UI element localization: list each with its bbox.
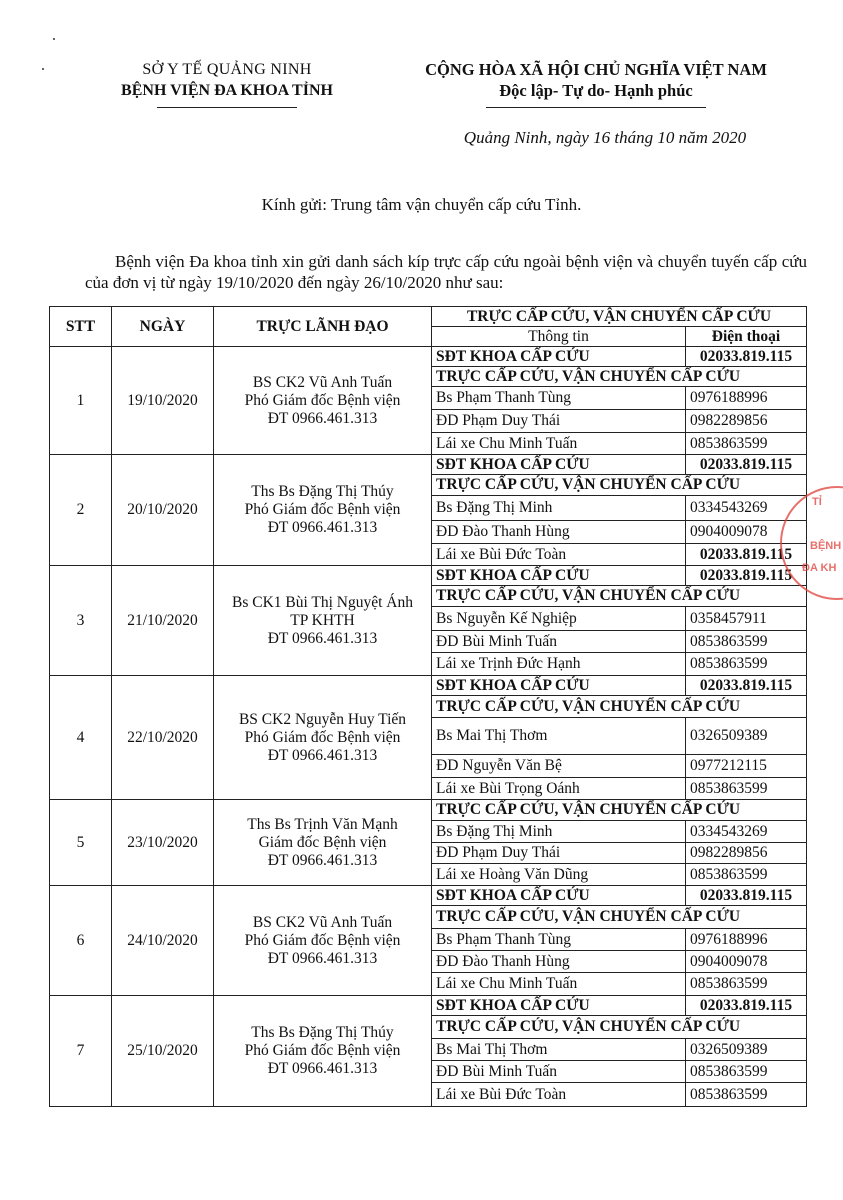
staff-phone: 0982289856 [686, 843, 807, 864]
leader-line: Ths Bs Đặng Thị Thúy [251, 483, 394, 500]
header-phone: Điện thoại [686, 327, 807, 347]
leader-line: Ths Bs Trịnh Văn Mạnh [247, 815, 398, 833]
leader-line: ĐT 0966.461.313 [267, 851, 378, 869]
header-stt: STT [50, 307, 112, 347]
hotline-label: SĐT KHOA CẤP CỨU [432, 886, 686, 906]
intro-paragraph: Bệnh viện Đa khoa tỉnh xin gửi danh sách kíp trực cấp cứu ngoài bệnh viện và chuyển tuyến cấp cứu của đơn vị từ ngày 19/10/2020 đến ngày 26/10/2020 như sau: [85, 252, 807, 292]
leader-line: BS CK2 Nguyễn Huy Tiến [238, 710, 407, 728]
staff-name: ĐD Nguyễn Văn Bệ [432, 755, 686, 778]
row-date: 19/10/2020 [112, 347, 214, 455]
leader-line: BS CK2 Vũ Anh Tuấn [252, 373, 393, 391]
staff-name: Bs Phạm Thanh Tùng [432, 929, 686, 951]
staff-phone: 0904009078 [686, 521, 807, 544]
schedule-body [50, 347, 807, 1107]
leader-line: Bs CK1 Bùi Thị Nguyệt Ánh [232, 593, 413, 611]
hotline-label: SĐT KHOA CẤP CỨU [432, 347, 686, 367]
staff-phone: 0334543269 [686, 821, 807, 843]
org-underline [157, 107, 297, 108]
national-motto: Độc lập- Tự do- Hạnh phúc [499, 81, 693, 100]
leader-line: ĐT 0966.461.313 [267, 409, 378, 427]
table-row [50, 566, 807, 586]
leader-line: BS CK2 Vũ Anh Tuấn [252, 913, 393, 931]
table-row [50, 676, 807, 696]
staff-phone: 0904009078 [686, 951, 807, 973]
duty-subheading: TRỰC CẤP CỨU, VẬN CHUYỂN CẤP CỨU [432, 1016, 807, 1039]
hotline-label: SĐT KHOA CẤP CỨU [432, 996, 686, 1016]
staff-phone: 0358457911 [686, 607, 807, 631]
leader-line: Ths Bs Đặng Thị Thúy [251, 1024, 394, 1041]
staff-phone: 0853863599 [686, 864, 807, 886]
leader-line: Giám đốc Bệnh viện [258, 833, 387, 851]
leader-cell [214, 800, 432, 886]
staff-name: Lái xe Bùi Trọng Oánh [432, 778, 686, 800]
hotline-number: 02033.819.115 [686, 455, 807, 475]
staff-name: Lái xe Chu Minh Tuấn [432, 973, 686, 996]
staff-name: Bs Đặng Thị Minh [432, 821, 686, 843]
row-number: 4 [50, 676, 112, 800]
hotline-number: 02033.819.115 [686, 886, 807, 906]
leader-line: TP KHTH [290, 611, 355, 629]
staff-phone: 0853863599 [686, 653, 807, 676]
leader-line: Phó Giám đốc Bệnh viện [244, 501, 401, 518]
table-row [50, 886, 807, 906]
duty-subheading: TRỰC CẤP CỨU, VẬN CHUYỂN CẤP CỨU [432, 367, 807, 387]
leader-cell [214, 455, 432, 566]
staff-phone: 0326509389 [686, 718, 807, 755]
issuing-organization [92, 60, 362, 108]
table-row [50, 996, 807, 1016]
recipient-line: Kính gửi: Trung tâm vận chuyển cấp cứu Tỉnh. [261, 195, 582, 214]
hotline-number: 02033.819.115 [686, 347, 807, 367]
leader-line: Phó Giám đốc Bệnh viện [244, 391, 401, 409]
hotline-number: 02033.819.115 [686, 996, 807, 1016]
seal-text: BỆNH [810, 540, 842, 552]
row-number: 7 [50, 996, 112, 1107]
hotline-label: SĐT KHOA CẤP CỨU [432, 566, 686, 586]
staff-name: Lái xe Bùi Đức Toàn [432, 544, 686, 566]
staff-phone: 0853863599 [686, 631, 807, 653]
leader-line: Phó Giám đốc Bệnh viện [244, 1042, 401, 1059]
table-row [50, 347, 807, 367]
table-row [50, 800, 807, 821]
duty-subheading: TRỰC CẤP CỨU, VẬN CHUYỂN CẤP CỨU [432, 696, 807, 718]
leader-line: ĐT 0966.461.313 [267, 746, 378, 764]
leader-cell [214, 347, 432, 455]
staff-phone: 0334543269 [686, 496, 807, 521]
staff-phone: 0853863599 [686, 433, 807, 455]
leader-cell [214, 566, 432, 676]
leader-line: ĐT 0966.461.313 [267, 629, 378, 647]
staff-name: Lái xe Hoàng Văn Dũng [432, 864, 686, 886]
national-heading [376, 60, 816, 108]
row-date: 20/10/2020 [112, 455, 214, 566]
staff-name: ĐD Bùi Minh Tuấn [432, 631, 686, 653]
staff-name: Bs Phạm Thanh Tùng [432, 387, 686, 410]
staff-name: Lái xe Chu Minh Tuấn [432, 433, 686, 455]
staff-name: ĐD Bùi Minh Tuấn [432, 1061, 686, 1083]
staff-phone: 0853863599 [686, 778, 807, 800]
seal-text: ĐA KH [802, 562, 837, 574]
leader-cell [214, 886, 432, 996]
staff-name: ĐD Phạm Duy Thái [432, 843, 686, 864]
staff-name: Bs Mai Thị Thơm [432, 1039, 686, 1061]
staff-phone: 0853863599 [686, 1083, 807, 1107]
staff-name: ĐD Đào Thanh Hùng [432, 521, 686, 544]
hotline-label: SĐT KHOA CẤP CỨU [432, 455, 686, 475]
hospital-name: BỆNH VIỆN ĐA KHOA TỈNH [121, 82, 333, 99]
row-number: 5 [50, 800, 112, 886]
row-date: 24/10/2020 [112, 886, 214, 996]
staff-phone: 0977212115 [686, 755, 807, 778]
hotline-number: 02033.819.115 [686, 566, 807, 586]
row-number: 2 [50, 455, 112, 566]
leader-line: ĐT 0966.461.313 [267, 519, 378, 536]
duty-schedule-table [49, 306, 807, 1107]
leader-line: Phó Giám đốc Bệnh viện [244, 931, 401, 949]
staff-name: Bs Đặng Thị Minh [432, 496, 686, 521]
leader-line: Phó Giám đốc Bệnh viện [244, 728, 401, 746]
duty-subheading: TRỰC CẤP CỨU, VẬN CHUYỂN CẤP CỨU [432, 800, 807, 821]
duty-subheading: TRỰC CẤP CỨU, VẬN CHUYỂN CẤP CỨU [432, 586, 807, 607]
row-date: 22/10/2020 [112, 676, 214, 800]
duty-subheading: TRỰC CẤP CỨU, VẬN CHUYỂN CẤP CỨU [432, 475, 807, 496]
row-date: 21/10/2020 [112, 566, 214, 676]
staff-phone: 0982289856 [686, 410, 807, 433]
staff-phone: 02033.819.115 [686, 544, 807, 566]
hotline-number: 02033.819.115 [686, 676, 807, 696]
duty-subheading: TRỰC CẤP CỨU, VẬN CHUYỂN CẤP CỨU [432, 906, 807, 929]
leader-line: ĐT 0966.461.313 [267, 1060, 378, 1077]
hotline-label: SĐT KHOA CẤP CỨU [432, 676, 686, 696]
staff-phone: 0326509389 [686, 1039, 807, 1061]
leader-line: ĐT 0966.461.313 [267, 949, 378, 967]
row-number: 6 [50, 886, 112, 996]
staff-phone: 0853863599 [686, 973, 807, 996]
row-date: 23/10/2020 [112, 800, 214, 886]
staff-name: Bs Mai Thị Thơm [432, 718, 686, 755]
scan-speck [53, 38, 55, 40]
staff-name: Lái xe Trịnh Đức Hạnh [432, 653, 686, 676]
department-name: SỞ Y TẾ QUẢNG NINH [142, 61, 312, 78]
staff-name: ĐD Đào Thanh Hùng [432, 951, 686, 973]
staff-phone: 0976188996 [686, 929, 807, 951]
document-date: Quảng Ninh, ngày 16 tháng 10 năm 2020 [463, 128, 747, 147]
motto-underline [486, 107, 706, 108]
header-leader: TRỰC LÃNH ĐẠO [214, 307, 432, 347]
row-number: 3 [50, 566, 112, 676]
staff-name: Lái xe Bùi Đức Toàn [432, 1083, 686, 1107]
staff-name: Bs Nguyễn Kế Nghiệp [432, 607, 686, 631]
row-number: 1 [50, 347, 112, 455]
header-date: NGÀY [112, 307, 214, 347]
staff-phone: 0976188996 [686, 387, 807, 410]
table-row [50, 455, 807, 475]
header-info: Thông tin [432, 327, 686, 347]
row-date: 25/10/2020 [112, 996, 214, 1107]
staff-name: ĐD Phạm Duy Thái [432, 410, 686, 433]
seal-text: TỈ [812, 496, 822, 508]
staff-phone: 0853863599 [686, 1061, 807, 1083]
nation-name: CỘNG HÒA XÃ HỘI CHỦ NGHĨA VIỆT NAM [425, 60, 767, 79]
leader-cell [214, 996, 432, 1107]
leader-cell [214, 676, 432, 800]
header-duty: TRỰC CẤP CỨU, VẬN CHUYỂN CẤP CỨU [432, 307, 807, 327]
